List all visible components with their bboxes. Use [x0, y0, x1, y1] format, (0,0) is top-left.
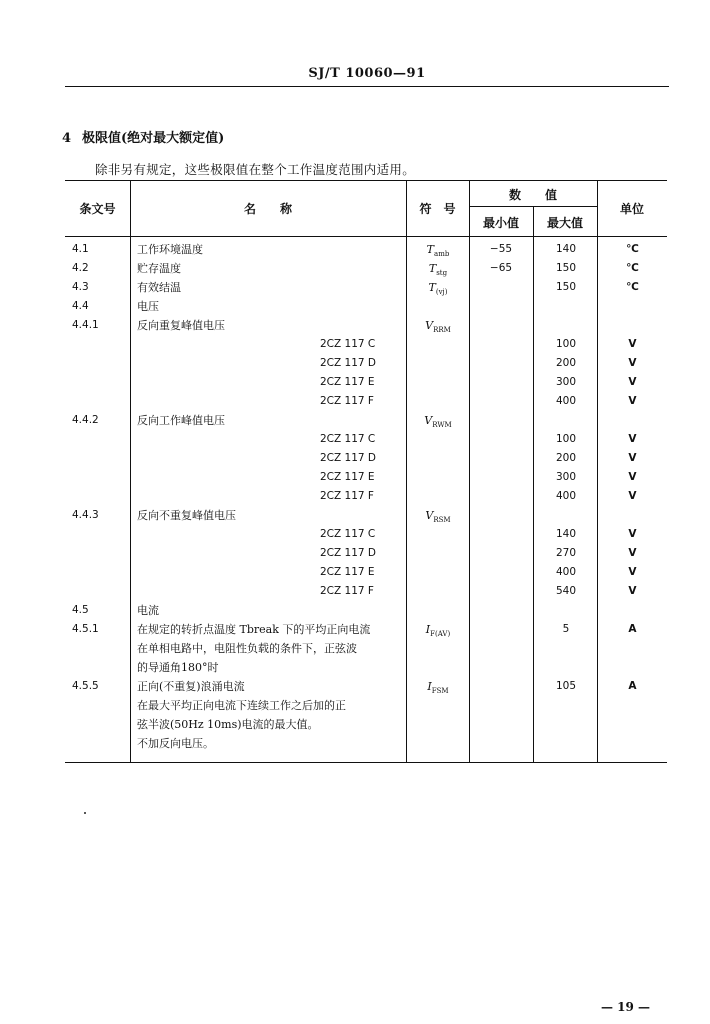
row-name: 正向(不重复)浪涌电流	[137, 680, 245, 693]
row-symbol-subscript: F(AV)	[430, 630, 451, 639]
row-unit: A	[628, 623, 637, 635]
row-name: 的导通角180°时	[137, 661, 219, 674]
header-symbol: 符 号	[419, 202, 456, 216]
row-max: 400	[555, 395, 577, 407]
row-symbol-main: V	[425, 319, 434, 332]
row-max: 105	[555, 680, 577, 692]
limit-values-table	[65, 180, 667, 762]
header-unit: 单位	[619, 202, 644, 216]
row-symbol-subscript: RSM	[433, 516, 451, 525]
row-symbol-subscript: RRM	[433, 326, 451, 335]
row-max: 150	[555, 281, 577, 293]
row-clause: 4.1	[72, 243, 89, 255]
row-clause: 4.2	[72, 262, 89, 274]
row-symbol-main: T	[426, 243, 435, 256]
row-clause: 4.4.3	[72, 509, 99, 521]
row-max: 540	[555, 585, 577, 597]
header-max: 最大值	[546, 216, 583, 230]
row-name: 在规定的转折点温度 Tbreak 下的平均正向电流	[137, 623, 371, 636]
section-intro: 除非另有规定，这些极限值在整个工作温度范围内适用。	[95, 162, 416, 177]
row-model: 2CZ 117 E	[320, 376, 375, 388]
stray-mark	[84, 812, 86, 814]
row-symbol	[407, 278, 469, 302]
row-unit: V	[628, 528, 637, 540]
row-symbol-main: I	[427, 680, 432, 693]
section-title-text: 极限值(绝对最大额定值)	[82, 131, 225, 146]
row-symbol	[407, 411, 469, 435]
row-clause: 4.4.1	[72, 319, 99, 331]
row-max: 150	[555, 262, 577, 274]
row-max: 200	[555, 452, 577, 464]
row-name: 反向重复峰值电压	[137, 319, 225, 332]
row-symbol-main: V	[425, 509, 434, 522]
row-symbol-subscript: stg	[436, 269, 448, 278]
row-symbol-subscript: (vj)	[435, 288, 448, 297]
row-model: 2CZ 117 F	[320, 490, 374, 502]
row-name: 工作环境温度	[137, 243, 203, 256]
row-name: 电流	[137, 604, 159, 617]
header-rule	[65, 86, 669, 87]
row-max: 140	[555, 528, 577, 540]
section-title	[62, 127, 224, 146]
header-clause: 条文号	[79, 202, 116, 216]
row-clause: 4.5.1	[72, 623, 99, 635]
row-min: −65	[489, 262, 513, 274]
row-max: 300	[555, 471, 577, 483]
row-name: 反向不重复峰值电压	[137, 509, 236, 522]
row-symbol-main: T	[428, 262, 437, 275]
row-model: 2CZ 117 D	[320, 547, 377, 559]
column-rule	[130, 180, 131, 762]
row-model: 2CZ 117 C	[320, 433, 376, 445]
row-model: 2CZ 117 E	[320, 471, 375, 483]
row-unit: V	[628, 547, 637, 559]
row-symbol-main: V	[424, 414, 433, 427]
row-name: 在单相电路中，电阻性负载的条件下，正弦波	[137, 642, 357, 655]
row-max: 270	[555, 547, 577, 559]
row-model: 2CZ 117 C	[320, 338, 376, 350]
row-symbol-subscript: amb	[434, 250, 450, 259]
row-clause: 4.4.2	[72, 414, 99, 426]
row-unit: V	[628, 338, 637, 350]
table-bottom-rule	[65, 762, 667, 763]
row-unit: ℃	[626, 243, 639, 255]
row-unit: V	[628, 357, 637, 369]
table-top-rule	[65, 180, 667, 181]
row-unit: V	[628, 433, 637, 445]
row-model: 2CZ 117 D	[320, 452, 377, 464]
row-unit: ℃	[626, 281, 639, 293]
row-unit: ℃	[626, 262, 639, 274]
row-name: 贮存温度	[137, 262, 181, 275]
row-name: 有效结温	[137, 281, 181, 294]
row-symbol	[407, 506, 469, 530]
row-name: 反向工作峰值电压	[137, 414, 225, 427]
row-max: 300	[555, 376, 577, 388]
row-unit: V	[628, 566, 637, 578]
row-model: 2CZ 117 C	[320, 528, 376, 540]
row-unit: V	[628, 471, 637, 483]
row-symbol-subscript: FSM	[431, 687, 449, 696]
row-unit: A	[628, 680, 637, 692]
row-name: 不加反向电压。	[137, 737, 214, 750]
row-clause: 4.3	[72, 281, 89, 293]
header-min: 最小值	[482, 216, 519, 230]
row-max: 200	[555, 357, 577, 369]
header-value: 数 值	[508, 188, 557, 202]
row-max: 140	[555, 243, 577, 255]
row-symbol	[407, 620, 469, 644]
row-symbol	[407, 677, 469, 701]
row-model: 2CZ 117 F	[320, 395, 374, 407]
row-name: 弦半波(50Hz 10ms)电流的最大值。	[137, 718, 319, 731]
row-symbol-main: T	[428, 281, 436, 294]
section-number: 4	[62, 131, 72, 146]
row-name: 电压	[137, 300, 159, 313]
row-symbol-main: I	[425, 623, 431, 636]
column-rule	[533, 206, 534, 762]
page-number: — 19 —	[600, 1000, 650, 1014]
row-model: 2CZ 117 D	[320, 357, 377, 369]
row-max: 5	[562, 623, 570, 635]
row-max: 100	[555, 338, 577, 350]
header-bottom-rule	[65, 236, 667, 237]
row-clause: 4.5.5	[72, 680, 99, 692]
row-model: 2CZ 117 F	[320, 585, 374, 597]
row-unit: V	[628, 395, 637, 407]
row-unit: V	[628, 585, 637, 597]
header-name: 名 称	[243, 202, 292, 216]
row-clause: 4.4	[72, 300, 89, 312]
document-number-header: SJ/T 10060—91	[308, 66, 426, 81]
row-unit: V	[628, 376, 637, 388]
row-max: 400	[555, 490, 577, 502]
row-symbol-subscript: RWM	[432, 421, 452, 430]
row-name: 在最大平均正向电流下连续工作之后加的正	[137, 699, 346, 712]
row-max: 100	[555, 433, 577, 445]
row-min: −55	[489, 243, 513, 255]
row-model: 2CZ 117 E	[320, 566, 375, 578]
row-unit: V	[628, 490, 637, 502]
row-max: 400	[555, 566, 577, 578]
row-clause: 4.5	[72, 604, 89, 616]
row-unit: V	[628, 452, 637, 464]
row-symbol	[407, 316, 469, 340]
